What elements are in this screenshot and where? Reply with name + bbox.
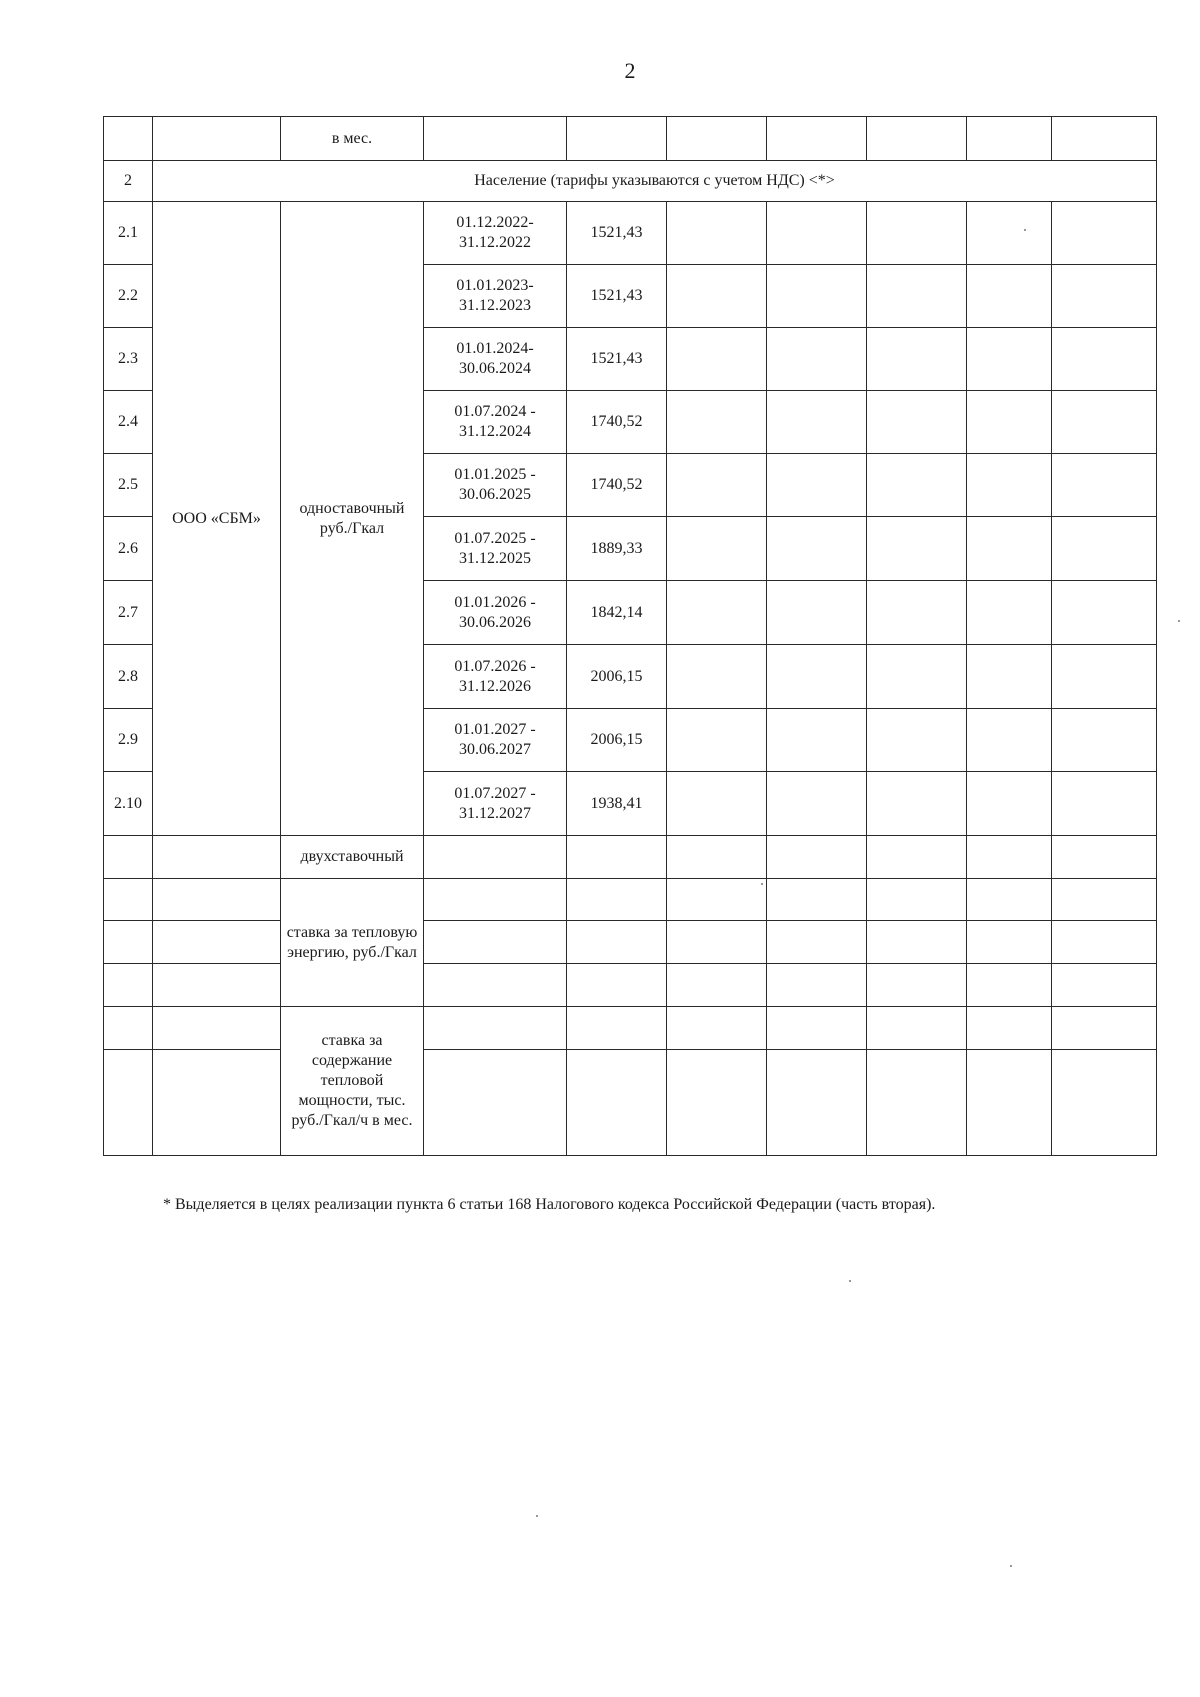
period-start: 01.01.2025 - — [454, 466, 536, 483]
empty-cell — [867, 454, 967, 517]
tariff-value: 1521,43 — [567, 202, 667, 265]
period-cell — [424, 391, 567, 454]
empty-cell — [867, 645, 967, 709]
one-rate-label: одноставочный руб./Гкал — [281, 202, 424, 836]
empty-cell — [1052, 202, 1157, 265]
empty-cell — [1052, 645, 1157, 709]
capacity-row — [104, 1050, 1157, 1156]
empty-cell — [667, 265, 767, 328]
empty-cell — [667, 328, 767, 391]
row-number: 2.4 — [104, 391, 153, 454]
capacity-rate-label: ставка за содержание тепловой мощности, тыс. руб./Гкал/ч в мес. — [281, 1007, 424, 1156]
period-end: 31.12.2026 — [459, 677, 531, 695]
row-number: 2.3 — [104, 328, 153, 391]
empty-cell — [967, 391, 1052, 454]
empty-cell — [1052, 328, 1157, 391]
empty-cell — [867, 772, 967, 836]
row-number: 2.8 — [104, 645, 153, 709]
empty-cell — [767, 709, 867, 772]
empty-cell — [1052, 454, 1157, 517]
period-end: 31.12.2022 — [459, 234, 531, 251]
empty-cell — [867, 391, 967, 454]
section-title: Население (тарифы указываются с учетом НДС) <*> — [153, 161, 1157, 202]
scan-speck — [1178, 620, 1180, 622]
tariff-value: 1842,14 — [567, 581, 667, 645]
period-start: 01.01.2027 - — [454, 721, 536, 738]
period-cell — [424, 454, 567, 517]
empty-cell — [667, 391, 767, 454]
period-cell — [424, 645, 567, 709]
capacity-row — [104, 1007, 1157, 1050]
period-cell — [424, 709, 567, 772]
row-number: 2.2 — [104, 265, 153, 328]
period-start: 01.07.2024 - — [454, 403, 536, 420]
empty-cell — [767, 517, 867, 581]
period-start: 01.07.2027 - — [454, 784, 536, 802]
empty-cell — [1052, 391, 1157, 454]
two-rate-row — [104, 836, 1157, 879]
section-row — [104, 161, 1157, 202]
period-cell — [424, 581, 567, 645]
empty-cell — [767, 581, 867, 645]
empty-cell — [867, 328, 967, 391]
empty-cell — [767, 328, 867, 391]
empty-cell — [967, 265, 1052, 328]
empty-cell — [767, 454, 867, 517]
period-cell — [424, 202, 567, 265]
empty-cell — [767, 772, 867, 836]
empty-cell — [867, 202, 967, 265]
period-start: 01.12.2022- — [456, 214, 534, 231]
footnote: * Выделяется в целях реализации пункта 6 статьи 168 Налогового кодекса Российской Федерации (часть вторая). — [163, 1196, 936, 1213]
period-cell — [424, 772, 567, 836]
empty-cell — [1052, 709, 1157, 772]
empty-cell — [967, 709, 1052, 772]
empty-cell — [967, 517, 1052, 581]
period-end: 30.06.2024 — [459, 360, 531, 377]
empty-cell — [667, 202, 767, 265]
period-end: 30.06.2025 — [459, 486, 531, 503]
tariff-value: 1938,41 — [567, 772, 667, 836]
empty-cell — [667, 581, 767, 645]
empty-cell — [767, 391, 867, 454]
period-end: 31.12.2023 — [459, 297, 531, 314]
empty-cell — [967, 772, 1052, 836]
scan-speck — [1024, 229, 1026, 231]
empty-cell — [667, 454, 767, 517]
period-start: 01.01.2023- — [456, 277, 534, 294]
empty-cell — [767, 265, 867, 328]
period-start: 01.01.2024- — [456, 340, 534, 357]
period-start: 01.07.2026 - — [454, 657, 536, 675]
period-cell — [424, 328, 567, 391]
row-number: 2.7 — [104, 581, 153, 645]
empty-cell — [667, 645, 767, 709]
section-number: 2 — [104, 161, 153, 202]
table-row — [104, 202, 1157, 265]
row-number: 2.5 — [104, 454, 153, 517]
period-cell — [424, 265, 567, 328]
period-end: 30.06.2027 — [459, 741, 531, 758]
heat-energy-rate-label: ставка за тепловую энергию, руб./Гкал — [281, 879, 424, 1007]
scan-speck — [761, 883, 763, 885]
tariff-value: 2006,15 — [567, 645, 667, 709]
period-end: 31.12.2024 — [459, 423, 531, 440]
organization-name: ООО «СБМ» — [153, 202, 281, 836]
period-start: 01.07.2025 - — [454, 529, 536, 547]
empty-cell — [967, 328, 1052, 391]
empty-cell — [767, 645, 867, 709]
period-start: 01.01.2026 - — [454, 593, 536, 611]
scan-speck — [849, 1280, 851, 1282]
period-end: 31.12.2027 — [459, 804, 531, 822]
heat-energy-row — [104, 921, 1157, 964]
empty-cell — [667, 709, 767, 772]
two-rate-label: двухставочный — [281, 836, 424, 879]
continuation-row — [104, 117, 1157, 161]
rate-rows — [104, 202, 1157, 836]
row-number: 2.10 — [104, 772, 153, 836]
heat-energy-row — [104, 879, 1157, 921]
page-number: 2 — [624, 58, 636, 83]
empty-cell — [967, 454, 1052, 517]
unit-fragment: в мес. — [281, 117, 424, 161]
period-cell — [424, 517, 567, 581]
tariff-value: 2006,15 — [567, 709, 667, 772]
tariff-value: 1740,52 — [567, 454, 667, 517]
tariff-value: 1521,43 — [567, 328, 667, 391]
empty-cell — [667, 772, 767, 836]
empty-cell — [967, 202, 1052, 265]
row-number: 2.1 — [104, 202, 153, 265]
tariff-value: 1889,33 — [567, 517, 667, 581]
row-number: 2.9 — [104, 709, 153, 772]
empty-cell — [867, 709, 967, 772]
tariff-value: 1521,43 — [567, 265, 667, 328]
empty-cell — [967, 581, 1052, 645]
heat-energy-row — [104, 964, 1157, 1007]
scan-speck — [536, 1515, 538, 1517]
period-end: 30.06.2026 — [459, 613, 531, 631]
empty-cell — [967, 645, 1052, 709]
empty-cell — [667, 517, 767, 581]
tariff-value: 1740,52 — [567, 391, 667, 454]
empty-cell — [867, 517, 967, 581]
scan-speck — [1010, 1565, 1012, 1567]
empty-cell — [1052, 581, 1157, 645]
row-number: 2.6 — [104, 517, 153, 581]
period-end: 31.12.2025 — [459, 549, 531, 567]
empty-cell — [1052, 517, 1157, 581]
empty-cell — [867, 581, 967, 645]
empty-cell — [1052, 265, 1157, 328]
empty-cell — [767, 202, 867, 265]
empty-cell — [1052, 772, 1157, 836]
empty-cell — [867, 265, 967, 328]
tariff-table — [103, 116, 1157, 1156]
